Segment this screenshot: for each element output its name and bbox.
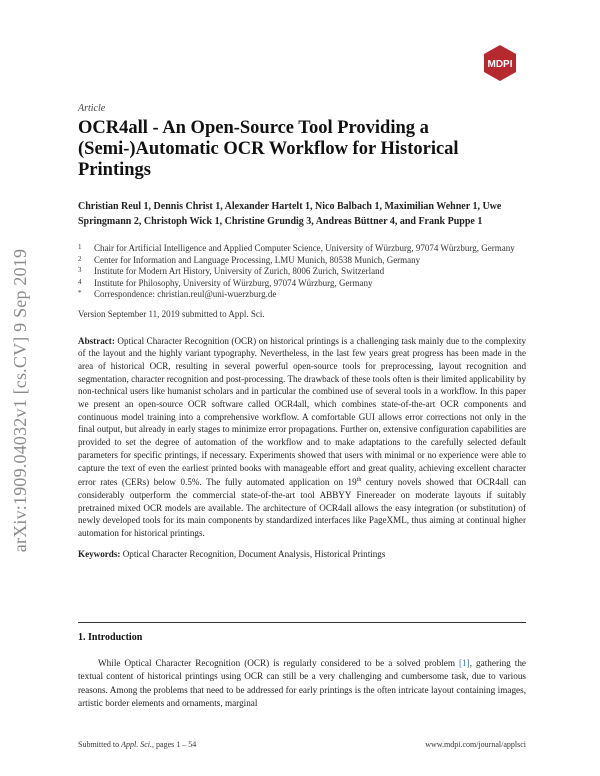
citation-link[interactable]: [1] [459, 658, 470, 668]
logo-text: MDPI [487, 59, 513, 70]
authors-line-2: Springmann 2, Christoph Wick 1, Christine Grundig 3, Andreas Büttner 4, and Frank Puppe 1 [78, 216, 483, 227]
affiliation-text: Chair for Artificial Intelligence and Applied Computer Science, University of Würzburg, 97074 Würzburg, Germany [94, 243, 515, 253]
affiliation-number: 4 [78, 277, 82, 286]
intro-text-part-2: , gathering the textual content of historical printings using OCR can still be a very challenging and cumbersome task, due to various reasons. Among the problems that need to be addressed for early printings is the often intricate layout containing images, artistic border elements and ornaments, marginal [78, 658, 526, 708]
author-list [78, 199, 526, 229]
paper-title: OCR4all - An Open-Source Tool Providing a (Semi-)Automatic OCR Workflow for Historical Printings [78, 118, 459, 180]
correspondence-marker: * [78, 289, 82, 297]
mdpi-logo [481, 44, 519, 82]
affiliation-item [78, 243, 526, 255]
affiliation-number: 2 [78, 254, 82, 263]
affiliation-text: Institute for Modern Art History, University of Zurich, 8006 Zurich, Switzerland [94, 266, 385, 276]
affiliation-text: Institute for Philosophy, University of Würzburg, 97074 Würzburg, Germany [94, 277, 373, 288]
footer-left [78, 740, 196, 749]
authors-line-1: Christian Reul 1, Dennis Christ 1, Alexander Hartelt 1, Nico Balbach 1, Maximilian Wehner 1, Uwe [78, 201, 502, 212]
version-line: Version September 11, 2019 submitted to Appl. Sci. [78, 308, 265, 319]
arxiv-stamp [6, 210, 36, 590]
page-footer [78, 740, 526, 749]
footer-pages: , pages 1 – 54 [152, 740, 197, 749]
abstract [78, 335, 526, 540]
article-type: Article [78, 103, 106, 114]
footer-journal: Appl. Sci. [121, 740, 153, 749]
intro-paragraph [78, 657, 526, 710]
keywords-text: Optical Character Recognition, Document Analysis, Historical Printings [122, 548, 386, 559]
keywords-label: Keywords: [78, 548, 121, 559]
correspondence-text: Correspondence: christian.reul@uni-wuerzburg.de [94, 289, 277, 299]
section-title: 1. Introduction [78, 632, 143, 643]
abstract-text-part-2: century novels showed that OCR4all can considerably outperform the commercial state-of-the-art tool ABBYY Finereader on moderate layouts if suitably pretrained mixed OCR models are available. The architecture of OCR4all allows the easy integration (or substitution) of newly developed tools for its main components by standardized interfaces like PageXML, thus aiming at continual higher automation for historical printings. [78, 477, 526, 539]
keywords [78, 549, 526, 559]
footer-url[interactable]: www.mdpi.com/journal/applsci [425, 740, 526, 749]
affiliation-number: 3 [78, 266, 82, 274]
introduction-section [78, 632, 526, 719]
intro-text-part-1: While Optical Character Recognition (OCR) is regularly considered to be a solved problem [98, 658, 460, 668]
arxiv-stamp-text: arXiv:1909.04032v1 [cs.CV] 9 Sep 2019 [10, 248, 31, 552]
mdpi-logo-icon [481, 44, 519, 82]
affiliation-item [78, 278, 526, 290]
affiliation-number: 1 [78, 243, 82, 251]
affiliation-item [78, 266, 526, 278]
affiliation-text: Center for Information and Language Processing, LMU Munich, 80538 Munich, Germany [94, 254, 421, 265]
front-matter [78, 103, 526, 559]
affiliation-item [78, 255, 526, 267]
abstract-label: Abstract: [78, 335, 115, 346]
abstract-text-part-1: Optical Character Recognition (OCR) on historical printings is a challenging task mainly due to the complexity of the layout and the highly variant typography. Nevertheless, in the last few years great progress has been made in the area of historical OCR, resulting in several powerful open-source tools for preprocessing, layout recognition and segmentation, character recognition and post-processing. The drawback of these tools often is their limited applicability by non-technical users like humanist scholars and in particular the combined use of several tools in a workflow. In this paper we present an open-source OCR software called OCR4all, which combines state-of-the-art OCR components and continuous model training into a comprehensive workflow. A comfortable GUI allows error corrections not only in the final output, but already in early stages to minimize error propagations. Further on, extensive configuration capabilities are provided to set the degree of automation of the workflow and to make adaptations to the carefully selected default parameters for specific printings, if necessary. Experiments showed that users with minimal or no experience were able to capture the text of even the earliest printed books with manageable effort and great quality, achieving excellent character error rates (CERs) below 0.5%. The fully automated application on 19 [78, 335, 526, 488]
correspondence [78, 289, 526, 301]
affiliations [78, 243, 526, 301]
abstract-superscript: th [356, 477, 362, 484]
footer-left-prefix: Submitted to [78, 740, 122, 749]
section-divider [78, 622, 526, 623]
